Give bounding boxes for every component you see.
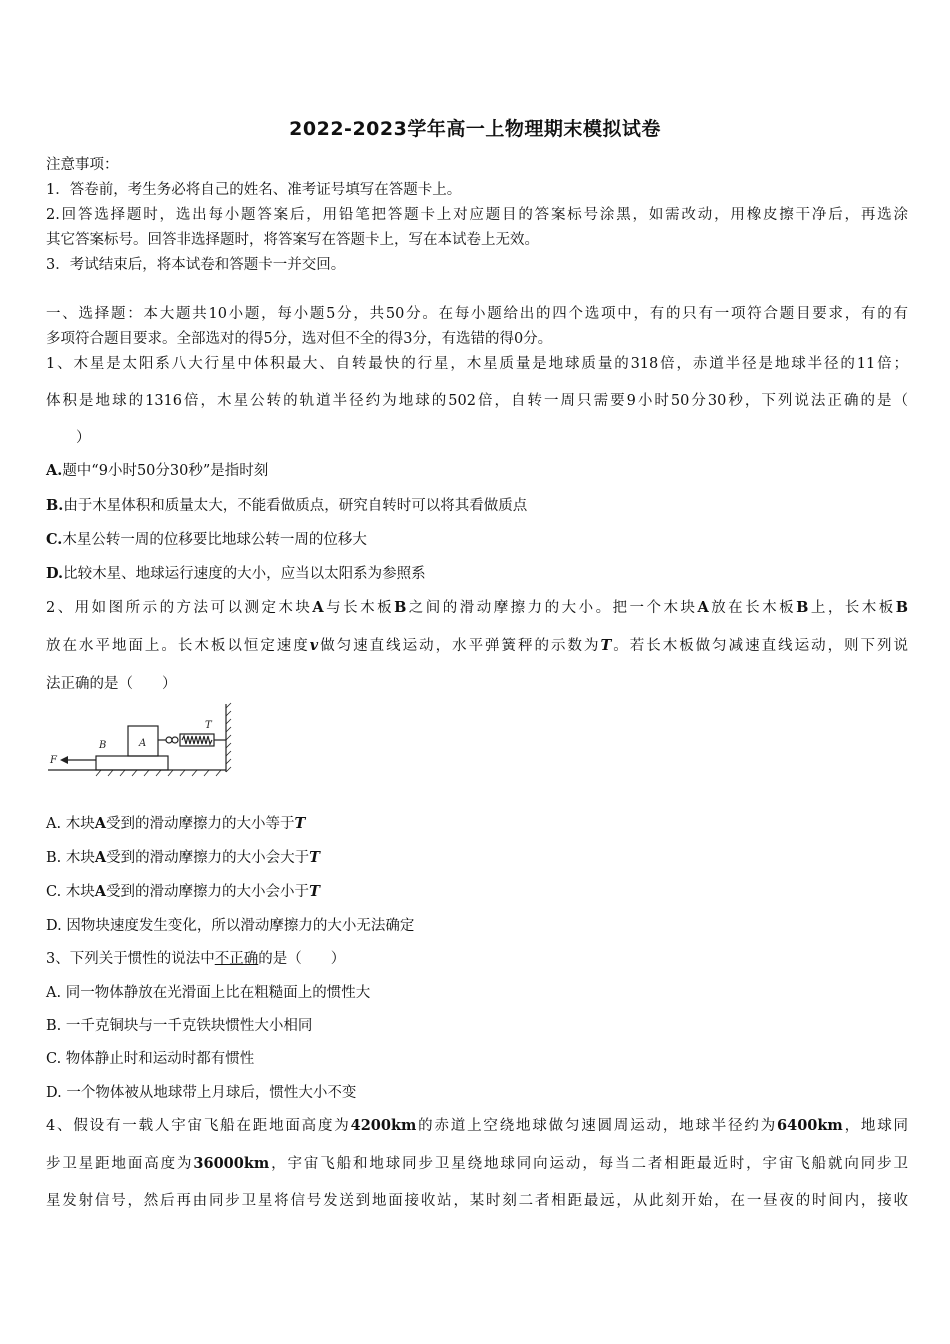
question-1-option-b bbox=[46, 494, 908, 515]
question-2-line2: 放在水平地面上。长木板以恒定速度v做匀速直线运动，水平弹簧秤的示数为T。若长木板做匀减速直线运动，则下列说 bbox=[46, 637, 909, 654]
question-3-option-a: A. 同一物体静放在光滑面上比在粗糙面上的惯性大 bbox=[46, 985, 371, 1001]
notice-heading: 注意事项： bbox=[46, 157, 119, 173]
notice-item-2-cont: 其它答案标号。回答非选择题时，将答案写在答题卡上，写在本试卷上无效。 bbox=[46, 232, 539, 248]
question-1-line2: 体积是地球的1316倍，木星公转的轨道半径约为地球的502倍，自转一周只需要9小时50分30秒，下列说法正确的是（ bbox=[46, 393, 908, 409]
option-text: 题中“9小时50分30秒”是指时刻 bbox=[62, 463, 269, 479]
question-2-option-d: D. 因物块速度发生变化，所以滑动摩擦力的大小无法确定 bbox=[46, 918, 415, 934]
question-3-option-c: C. 物体静止时和运动时都有惯性 bbox=[46, 1051, 255, 1067]
question-2-option-c: C. 木块A受到的滑动摩擦力的大小会小于T bbox=[46, 883, 320, 900]
question-1-line1: 1、木星是太阳系八大行星中体积最大、自转最快的行星，木星质量是地球质量的318倍，赤道半径是地球半径的11倍； bbox=[46, 356, 908, 372]
force-arrow-icon bbox=[60, 756, 68, 764]
option-label: A. bbox=[46, 462, 63, 479]
notice-item-2: 2.回答选择题时，选出每小题答案后，用铅笔把答题卡上对应题目的答案标号涂黑，如需改动，用橡皮擦干净后，再选涂 bbox=[46, 207, 908, 223]
question-4-line2: 步卫星距地面高度为36000km，宇宙飞船和地球同步卫星绕地球同向运动，每当二者相距最近时，宇宙飞船就向同步卫 bbox=[46, 1155, 908, 1172]
question-1-option-c bbox=[46, 528, 908, 549]
question-1-line3: ） bbox=[76, 430, 91, 446]
question-1-option-d bbox=[46, 562, 908, 583]
notice-item-1: 1．答卷前，考生务必将自己的姓名、准考证号填写在答题卡上。 bbox=[46, 182, 462, 198]
question-2-option-a: A. 木块A受到的滑动摩擦力的大小等于T bbox=[46, 815, 306, 832]
option-label: C. bbox=[46, 531, 63, 548]
question-3-option-b: B. 一千克铜块与一千克铁块惯性大小相同 bbox=[46, 1018, 313, 1034]
question-4-line1: 4、假设有一载人宇宙飞船在距地面高度为4200km的赤道上空绕地球做匀速圆周运动，地球半径约为6400km，地球同 bbox=[46, 1117, 909, 1134]
option-text: 比较木星、地球运行速度的大小，应当以太阳系为参照系 bbox=[63, 566, 426, 582]
question-1-option-a bbox=[46, 459, 908, 480]
figure-label-t: T bbox=[205, 720, 212, 731]
figure-label-b: B bbox=[99, 740, 107, 751]
option-text: 木星公转一周的位移要比地球公转一周的位移大 bbox=[62, 532, 367, 548]
question-2-line1: 2、用如图所示的方法可以测定木块A与长木板B之间的滑动摩擦力的大小。把一个木块A放在长木板B上，长木板B bbox=[46, 599, 908, 616]
notice-item-3: 3．考试结束后，将本试卷和答题卡一并交回。 bbox=[46, 257, 346, 273]
option-text: 由于木星体积和质量太大，不能看做质点，研究自转时可以将其看做质点 bbox=[63, 498, 528, 514]
spring-scale-figure bbox=[48, 700, 238, 780]
figure-label-f: F bbox=[50, 755, 57, 766]
figure-label-a: A bbox=[139, 738, 147, 749]
question-2-line3: 法正确的是（ ） bbox=[46, 676, 177, 692]
question-3-stem: 3、下列关于惯性的说法中不正确的是（ ） bbox=[46, 951, 346, 967]
section-instructions-line2: 多项符合题目要求。全部选对的得5分，选对但不全的得3分，有选错的得0分。 bbox=[46, 331, 553, 347]
option-label: B. bbox=[46, 497, 64, 514]
question-4-line3: 星发射信号，然后再由同步卫星将信号发送到地面接收站，某时刻二者相距最远，从此刻开始，在一昼夜的时间内，接收 bbox=[46, 1193, 908, 1209]
section-instructions-line1: 一、选择题：本大题共10小题，每小题5分，共50分。在每小题给出的四个选项中，有的只有一项符合题目要求，有的有 bbox=[46, 306, 908, 322]
question-3-option-d: D. 一个物体被从地球带上月球后，惯性大小不变 bbox=[46, 1085, 357, 1101]
question-2-option-b: B. 木块A受到的滑动摩擦力的大小会大于T bbox=[46, 849, 320, 866]
option-label: D. bbox=[46, 565, 64, 582]
page-title: 2022-2023学年高一上物理期末模拟试卷 bbox=[289, 118, 661, 140]
